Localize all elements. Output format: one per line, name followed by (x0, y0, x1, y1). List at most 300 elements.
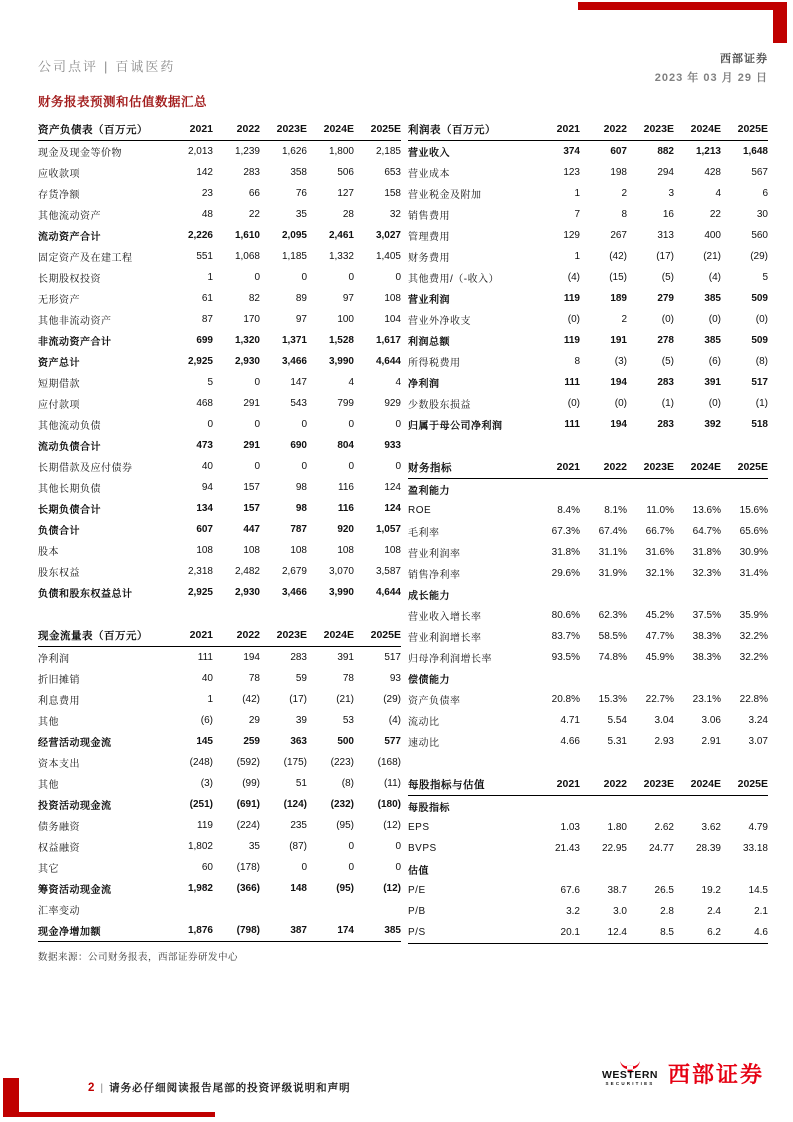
cell-value: 2,925 (187, 587, 213, 598)
cell-value: 29 (248, 715, 260, 726)
row-label: 无形资产 (38, 295, 80, 306)
cell-value: 148 (290, 883, 307, 894)
cell-value: 32 (389, 209, 401, 220)
cell-value: 0 (395, 461, 401, 472)
cell-value: 194 (610, 419, 627, 430)
cell-value: 157 (243, 482, 260, 493)
column-header: 2021 (556, 461, 580, 473)
table-row (38, 267, 401, 288)
cell-value: (4) (708, 272, 721, 283)
row-label: 盈利能力 (408, 486, 450, 497)
row-label: 折旧摊销 (38, 675, 80, 686)
cell-value: 0 (207, 419, 213, 430)
cell-value: (0) (708, 398, 721, 409)
cell-value: 3.04 (654, 715, 674, 726)
cell-value: 2,925 (187, 356, 213, 367)
cell-value: 1,332 (328, 251, 354, 262)
table-row (408, 204, 768, 225)
cell-value: 39 (295, 715, 307, 726)
cell-value: 1,982 (187, 883, 213, 894)
cell-value: (11) (383, 778, 401, 789)
table-header-row (38, 624, 401, 647)
table-row (38, 288, 401, 309)
cell-value: 5 (207, 377, 213, 388)
table-row (408, 838, 768, 859)
table-gap (38, 603, 401, 624)
cell-value: 28 (342, 209, 354, 220)
cell-value: (1) (661, 398, 674, 409)
row-label: 销售净利率 (408, 570, 461, 581)
cell-value: 80.6% (551, 610, 580, 621)
cell-value: 60 (201, 862, 213, 873)
cell-value: 89 (295, 293, 307, 304)
cell-value: (12) (383, 820, 401, 831)
table-row (408, 710, 768, 731)
cell-value: (15) (609, 272, 627, 283)
table-row (38, 246, 401, 267)
company-name: 百诚医药 (115, 59, 176, 74)
cell-value: 551 (196, 251, 213, 262)
table-row (408, 500, 768, 521)
table-row (408, 901, 768, 922)
table-row (38, 752, 401, 773)
cell-value: 174 (337, 925, 354, 936)
column-header: 2022 (603, 461, 627, 473)
cell-value: 787 (290, 524, 307, 535)
cell-value: 391 (704, 377, 721, 388)
cell-value: 0 (395, 419, 401, 430)
row-label: EPS (408, 822, 430, 833)
row-label: 应付款项 (38, 400, 80, 411)
table-row (38, 540, 401, 561)
logo-western-mark (600, 1060, 660, 1087)
cell-value: 31.4% (739, 568, 768, 579)
cell-value: 0 (348, 841, 354, 852)
table-row (408, 393, 768, 414)
row-label: 资产总计 (38, 358, 80, 369)
table-row (38, 815, 401, 836)
cell-value: 22 (248, 209, 260, 220)
table-row (408, 414, 768, 435)
column-header: 2023E (276, 123, 307, 135)
row-label: 管理费用 (408, 232, 450, 243)
cell-value: 67.4% (598, 526, 627, 537)
top-right-red-bar-vertical (773, 2, 787, 43)
cell-value: 97 (295, 314, 307, 325)
cell-value: 111 (197, 652, 213, 663)
table-gap (408, 435, 768, 456)
cell-value: 0 (348, 862, 354, 873)
cell-value: 1,648 (742, 146, 768, 157)
cell-value: 21.43 (554, 843, 580, 854)
cell-value: 22.8% (739, 694, 768, 705)
cell-value: 385 (704, 293, 721, 304)
row-label: 非流动资产合计 (38, 337, 112, 348)
cell-value: 473 (196, 440, 213, 451)
cell-value: 29.6% (551, 568, 580, 579)
cell-value: 147 (290, 377, 307, 388)
cell-value: (0) (755, 314, 768, 325)
column-header: 2022 (603, 778, 627, 790)
cell-value: 3,027 (375, 230, 401, 241)
logo-english-text: WESTERN (602, 1069, 658, 1082)
cell-value: 7 (574, 209, 580, 220)
table-row (408, 162, 768, 183)
cell-value: (592) (236, 757, 260, 768)
cell-value: 78 (248, 673, 260, 684)
table-row (38, 435, 401, 456)
cell-value: 3.0 (613, 906, 627, 917)
cell-value: (3) (200, 778, 213, 789)
cell-value: 1 (574, 251, 580, 262)
cell-value: 22 (709, 209, 721, 220)
cell-value: 506 (337, 167, 354, 178)
column-header: 2024E (323, 123, 354, 135)
table-row (38, 710, 401, 731)
cell-value: 78 (342, 673, 354, 684)
cell-value: 2 (621, 188, 627, 199)
cell-value: 108 (196, 545, 213, 556)
cell-value: 2.1 (754, 906, 768, 917)
cell-value: 799 (337, 398, 354, 409)
cell-value: 291 (243, 398, 260, 409)
cell-value: 119 (197, 820, 213, 831)
cell-value: 51 (295, 778, 307, 789)
cell-value: 31.8% (692, 547, 721, 558)
table-title: 资产负债表（百万元） (38, 123, 148, 136)
cell-value: 4.71 (560, 715, 580, 726)
cell-value: 929 (384, 398, 401, 409)
cell-value: 23 (201, 188, 213, 199)
row-label: 营业税金及附加 (408, 190, 482, 201)
cell-value: 567 (751, 167, 768, 178)
row-label: 归属于母公司净利润 (408, 421, 503, 432)
table-row (408, 796, 768, 817)
row-label: 流动资产合计 (38, 232, 101, 243)
cell-value: 607 (610, 146, 627, 157)
table-row (38, 836, 401, 857)
cell-value: 66 (248, 188, 260, 199)
table-row (38, 689, 401, 710)
cell-value: 2,679 (281, 566, 307, 577)
table-row (38, 668, 401, 689)
table-gap (408, 752, 768, 773)
row-label: 销售费用 (408, 211, 450, 222)
cell-value: 145 (196, 736, 213, 747)
cell-value: 2,930 (234, 356, 260, 367)
row-label: 固定资产及在建工程 (38, 253, 133, 264)
cell-value: 5.54 (607, 715, 627, 726)
cell-value: (95) (336, 883, 354, 894)
row-label: 利润总额 (408, 337, 450, 348)
row-label: 筹资活动现金流 (38, 885, 112, 896)
footer-separator: | (100, 1082, 105, 1094)
table-row (408, 183, 768, 204)
cell-value: 66.7% (645, 526, 674, 537)
cell-value: (17) (289, 694, 307, 705)
table-row (38, 857, 401, 878)
row-label: 其它 (38, 864, 59, 875)
cell-value: 59 (295, 673, 307, 684)
row-label: 其他长期负债 (38, 484, 101, 495)
cell-value: 0 (348, 461, 354, 472)
table-row (38, 794, 401, 815)
table-row (38, 309, 401, 330)
cell-value: 15.3% (598, 694, 627, 705)
cell-value: 0 (301, 419, 307, 430)
cell-value: 64.7% (692, 526, 721, 537)
cell-value: 8.4% (557, 505, 580, 516)
cell-value: 2,930 (234, 587, 260, 598)
cell-value: (366) (236, 883, 260, 894)
table-row (408, 267, 768, 288)
column-header: 2021 (556, 778, 580, 790)
cell-value: 385 (704, 335, 721, 346)
cell-value: 0 (348, 419, 354, 430)
cell-value: 15.6% (739, 505, 768, 516)
table-row (38, 878, 401, 899)
cell-value: 278 (657, 335, 674, 346)
table-row (38, 162, 401, 183)
cell-value: 31.9% (598, 568, 627, 579)
cell-value: (12) (383, 883, 401, 894)
row-label: 毛利率 (408, 528, 440, 539)
table-row (38, 773, 401, 794)
cell-value: (87) (289, 841, 307, 852)
cell-value: 468 (196, 398, 213, 409)
cell-value: 283 (657, 377, 674, 388)
cell-value: 2,226 (187, 230, 213, 241)
cell-value: 87 (201, 314, 213, 325)
cell-value: 1,371 (281, 335, 307, 346)
cell-value: 157 (243, 503, 260, 514)
row-label: ROE (408, 505, 432, 516)
cell-value: 690 (290, 440, 307, 451)
cell-value: (124) (283, 799, 307, 810)
cell-value: 14.5 (748, 885, 768, 896)
row-label: 所得税费用 (408, 358, 461, 369)
cell-value: 97 (342, 293, 354, 304)
cell-value: (0) (567, 398, 580, 409)
cell-value: 1,528 (328, 335, 354, 346)
cell-value: 5 (762, 272, 768, 283)
cell-value: 67.3% (551, 526, 580, 537)
cell-value: 24.77 (648, 843, 674, 854)
cell-value: 30 (756, 209, 768, 220)
table-row (408, 731, 768, 752)
cell-value: 5.31 (607, 736, 627, 747)
cell-value: 31.8% (551, 547, 580, 558)
table-row (408, 225, 768, 246)
row-label: P/B (408, 906, 426, 917)
column-header: 2023E (643, 123, 674, 135)
cell-value: 2.91 (701, 736, 721, 747)
cell-value: 6.2 (707, 927, 721, 938)
table-header-row (408, 456, 768, 479)
cell-value: 93 (389, 673, 401, 684)
column-header: 2024E (690, 461, 721, 473)
cell-value: 283 (243, 167, 260, 178)
cell-value: 194 (610, 377, 627, 388)
cell-value: 0 (254, 272, 260, 283)
cell-value: 1,876 (187, 925, 213, 936)
table-row (408, 626, 768, 647)
cell-value: 1,610 (234, 230, 260, 241)
table-row (408, 372, 768, 393)
row-label: 营业收入增长率 (408, 612, 482, 623)
cell-value: (6) (708, 356, 721, 367)
cell-value: 123 (563, 167, 580, 178)
cell-value: (95) (336, 820, 354, 831)
row-label: 归母净利润增长率 (408, 654, 492, 665)
cell-value: 189 (610, 293, 627, 304)
cell-value: 40 (201, 461, 213, 472)
cell-value: 1,617 (375, 335, 401, 346)
cell-value: 38.3% (692, 652, 721, 663)
report-date: 2023 年 03 月 29 日 (654, 72, 768, 84)
cell-value: 129 (563, 230, 580, 241)
cell-value: 83.7% (551, 631, 580, 642)
cell-value: 2.93 (654, 736, 674, 747)
source-note: 数据来源：公司财务报表，西部证券研发中心 (38, 952, 239, 963)
table-row (408, 647, 768, 668)
cell-value: 607 (196, 524, 213, 535)
cell-value: 1,626 (281, 146, 307, 157)
cell-value: 124 (384, 503, 401, 514)
cell-value: (8) (755, 356, 768, 367)
cell-value: 2,095 (281, 230, 307, 241)
row-label: 负债合计 (38, 526, 80, 537)
column-header: 2025E (370, 123, 401, 135)
cell-value: 4 (348, 377, 354, 388)
cell-value: 35.9% (739, 610, 768, 621)
row-label: 经营活动现金流 (38, 738, 112, 749)
column-header: 2024E (690, 778, 721, 790)
column-header: 2022 (603, 123, 627, 135)
column-header: 2025E (737, 461, 768, 473)
row-label: 其他非流动资产 (38, 316, 112, 327)
cell-value: 108 (384, 545, 401, 556)
cell-value: 23.1% (692, 694, 721, 705)
cell-value: (224) (236, 820, 260, 831)
cell-value: 8.1% (604, 505, 627, 516)
row-label: 流动负债合计 (38, 442, 101, 453)
cell-value: (0) (661, 314, 674, 325)
table-title: 利润表（百万元） (408, 123, 496, 136)
table-row (38, 899, 401, 920)
cell-value: 518 (751, 419, 768, 430)
cell-value: (17) (656, 251, 674, 262)
cell-value: (691) (236, 799, 260, 810)
cell-value: 391 (337, 652, 354, 663)
table-row (38, 647, 401, 668)
row-label: 营业收入 (408, 148, 450, 159)
table-row (408, 479, 768, 500)
table-row (38, 351, 401, 372)
cell-value: 45.9% (645, 652, 674, 663)
cell-value: 19.2 (701, 885, 721, 896)
cell-value: 2 (621, 314, 627, 325)
cell-value: 74.8% (598, 652, 627, 663)
row-label: 现金及现金等价物 (38, 148, 122, 159)
row-label: 净利润 (38, 654, 70, 665)
cell-value: 6 (762, 188, 768, 199)
cell-value: 37.5% (692, 610, 721, 621)
table-row (38, 414, 401, 435)
cell-value: 32.3% (692, 568, 721, 579)
cell-value: 26.5 (654, 885, 674, 896)
cell-value: (178) (236, 862, 260, 873)
cell-value: 134 (196, 503, 213, 514)
cell-value: (232) (330, 799, 354, 810)
cell-value: 45.2% (645, 610, 674, 621)
cell-value: (21) (703, 251, 721, 262)
table-row (408, 309, 768, 330)
cell-value: 33.18 (742, 843, 768, 854)
row-label: 净利润 (408, 379, 440, 390)
cell-value: 3.06 (701, 715, 721, 726)
company-logo (600, 1058, 764, 1089)
row-label: 财务费用 (408, 253, 450, 264)
cell-value: (168) (377, 757, 401, 768)
disclaimer-text: 请务必仔细阅读报告尾部的投资评级说明和声明 (109, 1082, 351, 1094)
cell-value: 882 (657, 146, 674, 157)
table-row (38, 183, 401, 204)
cell-value: 16 (662, 209, 674, 220)
cell-value: 0 (395, 862, 401, 873)
left-column (38, 118, 401, 963)
cell-value: (5) (661, 272, 674, 283)
table-title: 每股指标与估值 (408, 778, 485, 791)
row-label: P/S (408, 927, 426, 938)
cell-value: 62.3% (598, 610, 627, 621)
cell-value: 67.6 (560, 885, 580, 896)
brand-block (655, 50, 768, 85)
cell-value: 3,070 (328, 566, 354, 577)
table-row (408, 351, 768, 372)
cell-value: 142 (196, 167, 213, 178)
row-label: 负债和股东权益总计 (38, 589, 133, 600)
cell-value: 267 (610, 230, 627, 241)
cell-value: 1,405 (375, 251, 401, 262)
row-label: 股本 (38, 547, 59, 558)
cell-value: (29) (750, 251, 768, 262)
cell-value: 94 (201, 482, 213, 493)
cell-value: 98 (295, 503, 307, 514)
cell-value: (1) (755, 398, 768, 409)
row-label: 利息费用 (38, 696, 80, 707)
column-header: 2024E (690, 123, 721, 135)
financial-indicators-table (408, 456, 768, 752)
cell-value: 2.8 (660, 906, 674, 917)
cell-value: 1.80 (607, 822, 627, 833)
cell-value: 31.6% (645, 547, 674, 558)
logo-chinese-text: 西部证券 (668, 1062, 765, 1087)
cell-value: 108 (384, 293, 401, 304)
cell-value: 35 (295, 209, 307, 220)
table-row (38, 456, 401, 477)
cell-value: 3.24 (748, 715, 768, 726)
cell-value: 82 (248, 293, 260, 304)
row-label: 存货净额 (38, 190, 80, 201)
cell-value: 1,239 (234, 146, 260, 157)
row-label: 估值 (408, 866, 429, 877)
cell-value: (42) (609, 251, 627, 262)
cell-value: (4) (567, 272, 580, 283)
cell-value: 13.6% (692, 505, 721, 516)
table-row (38, 393, 401, 414)
cell-value: 933 (384, 440, 401, 451)
